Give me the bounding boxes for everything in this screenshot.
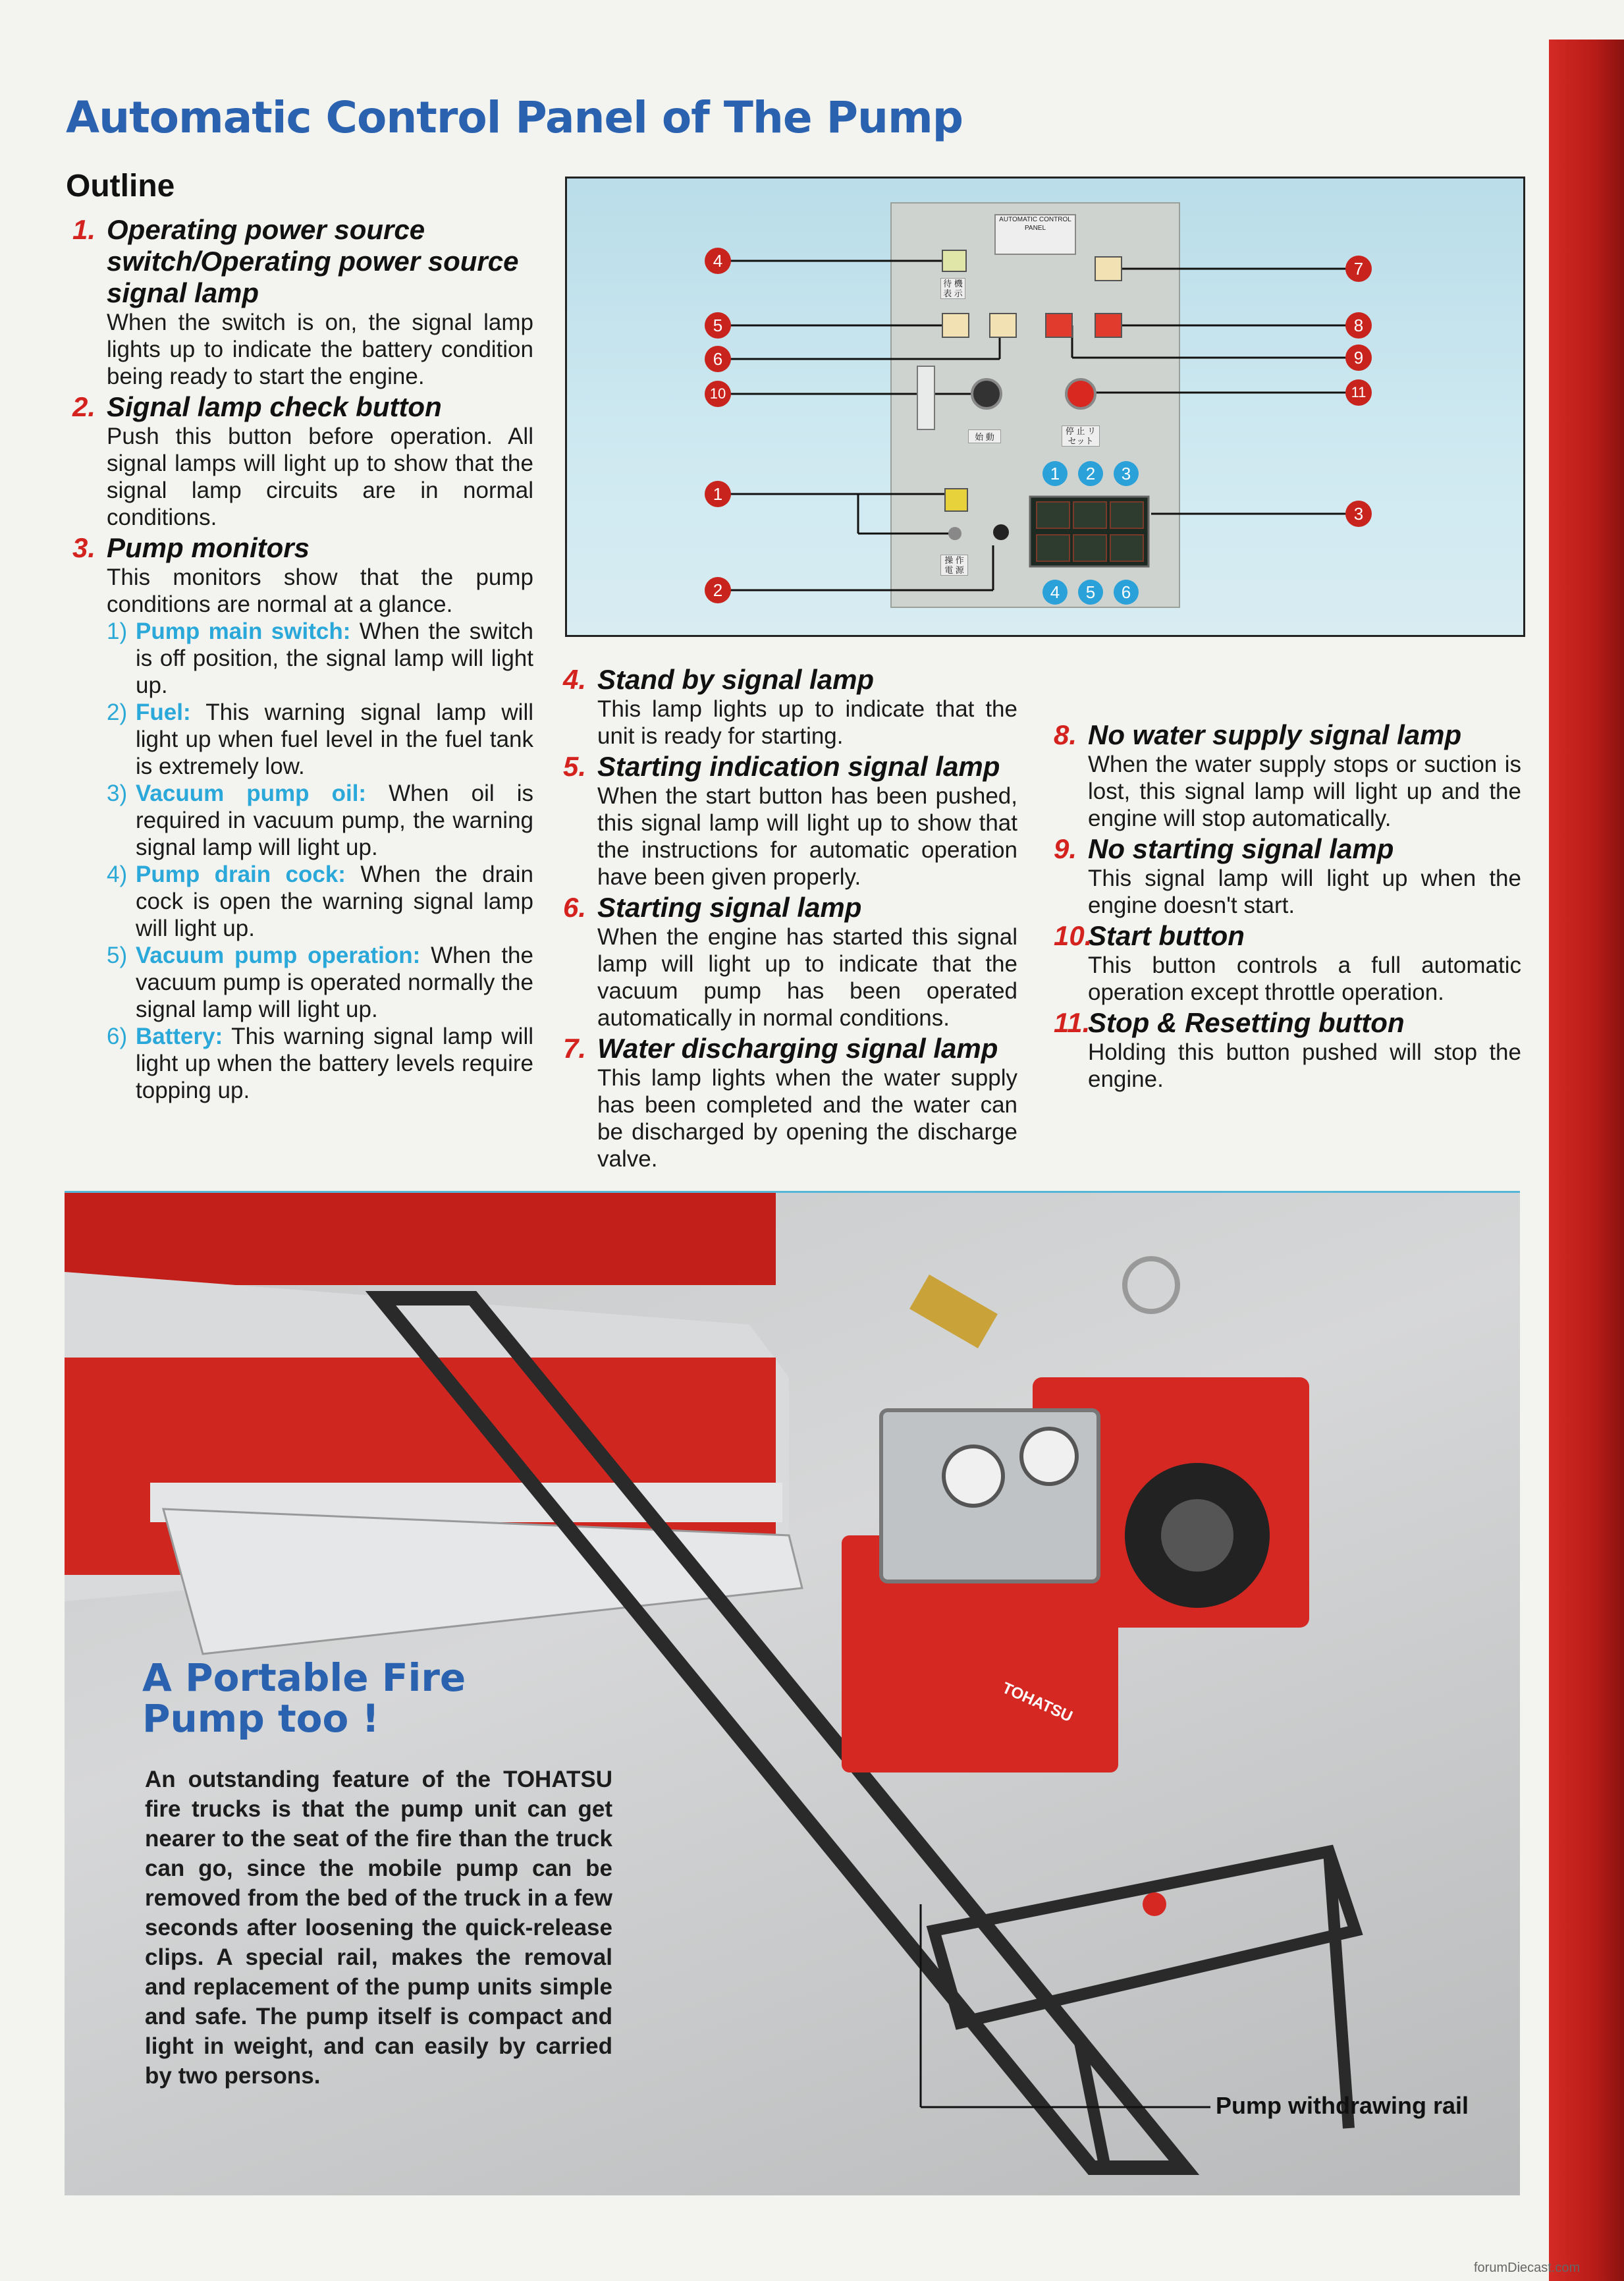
panel-callout-diagram: [565, 177, 1525, 638]
starting-lamp: [990, 314, 1016, 337]
no-water-lamp: [1095, 314, 1122, 337]
item-heading: Operating power source switch/Operating power source signal lamp: [107, 214, 519, 308]
monitor-item: 3) Vacuum pump oil: When oil is required in vacuum pump, the warning signal lamp will light up.: [107, 781, 533, 860]
power-switch-lamp: [945, 489, 967, 511]
stop-reset-button: [1066, 379, 1095, 408]
list-item: 7. Water discharging signal lamp This lamp lights when the water supply has been completed and the water can be discharged by opening the discharge valve.: [563, 1033, 1017, 1172]
callout-2: 2: [705, 577, 731, 603]
list-item: 4. Stand by signal lamp This lamp lights up to indicate that the unit is ready for starting.: [563, 664, 1017, 749]
item-body: This lamp lights when the water supply has been completed and the water can be discharged by opening the discharge valve.: [597, 1065, 1017, 1172]
column-2: [556, 664, 1017, 1174]
outline-heading: Outline: [66, 169, 175, 204]
column-3: [1047, 719, 1521, 1094]
callout-5: 5: [705, 312, 731, 339]
item-heading: No water supply signal lamp: [1088, 719, 1462, 750]
standby-lamp: [942, 250, 966, 271]
no-starting-lamp: [1046, 314, 1072, 337]
throttle-slot: [917, 366, 934, 429]
item-heading: Stand by signal lamp: [597, 664, 875, 695]
start-button: [972, 379, 1001, 408]
monitor-item: 4) Pump drain cock: When the drain cock is open the warning signal lamp will light up.: [107, 862, 533, 941]
callout-10: 10: [705, 381, 731, 407]
callout-1: 1: [705, 481, 731, 507]
item-body: This monitors show that the pump conditions are normal at a glance.: [107, 564, 533, 617]
monitor-list: [107, 618, 533, 1104]
start-jp-label: 始 動: [968, 429, 1001, 443]
item-heading: No starting signal lamp: [1088, 833, 1394, 864]
item-body: When the switch is on, the signal lamp lights up to indicate the battery condition being ready to start the engine.: [107, 310, 533, 389]
callout-7: 7: [1345, 256, 1372, 282]
item-body: When the water supply stops or suction is lost, this signal lamp will light up and the engine will stop automatically.: [1088, 752, 1521, 831]
item-heading: Water discharging signal lamp: [597, 1033, 998, 1064]
monitor-item: 2) Fuel: This warning signal lamp will light up when fuel level in the fuel tank is extremely low.: [107, 700, 533, 779]
item-body: When the start button has been pushed, this signal lamp will light up to show that the instructions for automatic operation have been given properly.: [597, 783, 1017, 890]
list-item: 1. Operating power source switch/Operating power source signal lamp When the switch is on, the signal lamp lights up to indicate the battery condition being ready to start the engine.: [72, 214, 533, 389]
list-item: 2. Signal lamp check button Push this button before operation. All signal lamps will light up to show that the signal lamp circuits are in normal conditions.: [72, 391, 533, 530]
monitor-num-3: 3: [1114, 461, 1139, 486]
callout-3: 3: [1345, 501, 1372, 527]
power-jp-label: 操 作 電 源: [940, 555, 968, 576]
monitor-num-4: 4: [1042, 580, 1068, 605]
list-item: 6. Starting signal lamp When the engine has started this signal lamp will light up to indicate that the vacuum pump has been operated automatically in normal conditions.: [563, 892, 1017, 1031]
standby-jp-label: 待 機 表 示: [940, 278, 965, 299]
red-truck-edge-strip: [1549, 40, 1624, 2281]
item-body: This lamp lights up to indicate that the unit is ready for starting.: [597, 696, 1017, 749]
item-heading: Stop & Resetting button: [1088, 1007, 1405, 1038]
rail-label: Pump withdrawing rail: [1216, 2092, 1469, 2119]
list-item: 8. No water supply signal lamp When the water supply stops or suction is lost, this signal lamp will light up and the engine will stop automatically.: [1054, 719, 1521, 831]
monitor-num-5: 5: [1078, 580, 1103, 605]
monitor-num-6: 6: [1114, 580, 1139, 605]
start-indication-lamp: [942, 314, 969, 337]
monitor-item: 5) Vacuum pump operation: When the vacuum pump is operated normally the signal lamp will light up.: [107, 943, 533, 1022]
list-item: 11. Stop & Resetting button Holding this button pushed will stop the engine.: [1054, 1007, 1521, 1092]
page-title: Automatic Control Panel of The Pump: [66, 92, 963, 143]
water-discharging-lamp: [1095, 257, 1122, 281]
item-heading: Starting indication signal lamp: [597, 751, 1000, 782]
pump-brand-label: TOHATSU: [999, 1679, 1075, 1726]
callout-8: 8: [1345, 312, 1372, 339]
item-heading: Start button: [1088, 920, 1245, 951]
watermark: forumDiecast.com: [1474, 2261, 1581, 2275]
item-body: Holding this button pushed will stop the engine.: [1088, 1039, 1521, 1092]
lamp-check-button: [948, 527, 961, 540]
item-body: This signal lamp will light up when the engine doesn't start.: [1088, 866, 1521, 918]
column-1: [66, 214, 533, 1105]
item-heading: Pump monitors: [107, 532, 310, 563]
monitor-item: 1) Pump main switch: When the switch is off position, the signal lamp will light up.: [107, 618, 533, 698]
portable-pump-photo: [65, 1191, 1520, 2195]
callout-4: 4: [705, 248, 731, 274]
item-body: When the engine has started this signal lamp will light up to indicate that the vacuum pump has been operated automatically in normal conditions.: [597, 924, 1017, 1031]
item-body: Push this button before operation. All signal lamps will light up to show that the signal lamp circuits are in normal conditions.: [107, 424, 533, 530]
monitor-num-1: 1: [1042, 461, 1068, 486]
monitor-item: 6) Battery: This warning signal lamp will light up when the battery levels require topping up.: [107, 1024, 533, 1103]
callout-11: 11: [1345, 379, 1372, 406]
portable-body: An outstanding feature of the TOHATSU fire trucks is that the pump unit can get nearer to the seat of the fire than the truck can go, since the mobile pump can be removed from the bed of the truck in a few seconds after loosening the quick-release clips. A special rail, makes the removal and replacement of the pump units simple and safe. The pump itself is compact and light in weight, and can easily by carried by two persons.: [145, 1767, 612, 2089]
panel-label-plate: AUTOMATIC CONTROL PANEL: [994, 214, 1076, 255]
item-body: This button controls a full automatic operation except throttle operation.: [1088, 952, 1521, 1005]
callout-9: 9: [1345, 344, 1372, 371]
list-item: 5. Starting indication signal lamp When the start button has been pushed, this signal lamp will light up to show that the instructions for automatic operation have been given properly.: [563, 751, 1017, 890]
list-item: 10. Start button This button controls a full automatic operation except throttle operation.: [1054, 920, 1521, 1005]
portable-heading: A Portable Fire Pump too !: [142, 1655, 466, 1741]
callout-6: 6: [705, 346, 731, 372]
list-item: 3. Pump monitors This monitors show that the pump conditions are normal at a glance. 1) Pump main switch: When the switch is off position, the signal lamp will light up. 2) Fuel: This warning signal lamp will light up when fuel level in the fuel tank is extremely low. 3) Vacuum pump oil: When oil is required in vacuum pump, the warning signal lamp will light up. 4) Pump drain cock: When the drain cock is open the warning signal lamp will light up. 5) Vacuum pump operation: When the vacuum pump is operated normally the signal lamp will light up. 6) Battery: This warning signal lamp will light up when the battery levels require topping up.: [72, 532, 533, 1103]
list-item: 9. No starting signal lamp This signal lamp will light up when the engine doesn't start.: [1054, 833, 1521, 918]
stop-jp-label: 停 止 リセット: [1062, 426, 1100, 447]
monitor-num-2: 2: [1078, 461, 1103, 486]
item-heading: Starting signal lamp: [597, 892, 862, 923]
power-switch: [993, 524, 1009, 540]
item-heading: Signal lamp check button: [107, 391, 442, 422]
